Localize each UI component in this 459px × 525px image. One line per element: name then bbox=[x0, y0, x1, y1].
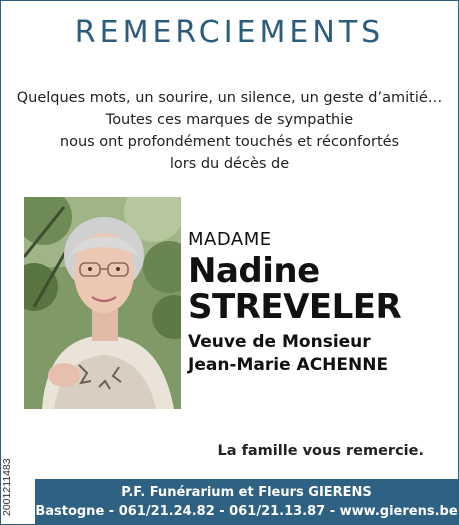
first-name: Nadine bbox=[188, 251, 320, 291]
intro-line: Quelques mots, un sourire, un silence, un geste d’amitié… bbox=[16, 90, 443, 106]
reference-number-wrapper bbox=[0, 448, 15, 516]
deceased-name-block bbox=[188, 229, 401, 377]
widow-line-1: Veuve de Monsieur bbox=[188, 332, 371, 352]
intro-text bbox=[1, 87, 458, 175]
intro-line: lors du décès de bbox=[169, 156, 290, 172]
widow-line bbox=[188, 331, 401, 377]
last-name: STREVELER bbox=[188, 287, 402, 327]
closing-text: La famille vous remercie. bbox=[217, 443, 424, 459]
reference-number: 2001211483 bbox=[1, 458, 13, 516]
footer-contact: Bastogne - 061/21.24.82 - 061/21.13.87 - www.gierens.be bbox=[35, 504, 458, 519]
salutation: MADAME bbox=[188, 229, 272, 250]
portrait-photo bbox=[24, 197, 181, 409]
footer-company: P.F. Funérarium et Fleurs GIERENS bbox=[121, 485, 372, 500]
widow-line-2: Jean-Marie ACHENNE bbox=[188, 355, 389, 375]
page-title: REMERCIEMENTS bbox=[74, 15, 385, 50]
intro-line: nous ont profondément touchés et réconfortés bbox=[59, 134, 400, 150]
portrait-illustration bbox=[24, 197, 181, 409]
footer-banner bbox=[35, 479, 458, 524]
intro-line: Toutes ces marques de sympathie bbox=[105, 112, 354, 128]
